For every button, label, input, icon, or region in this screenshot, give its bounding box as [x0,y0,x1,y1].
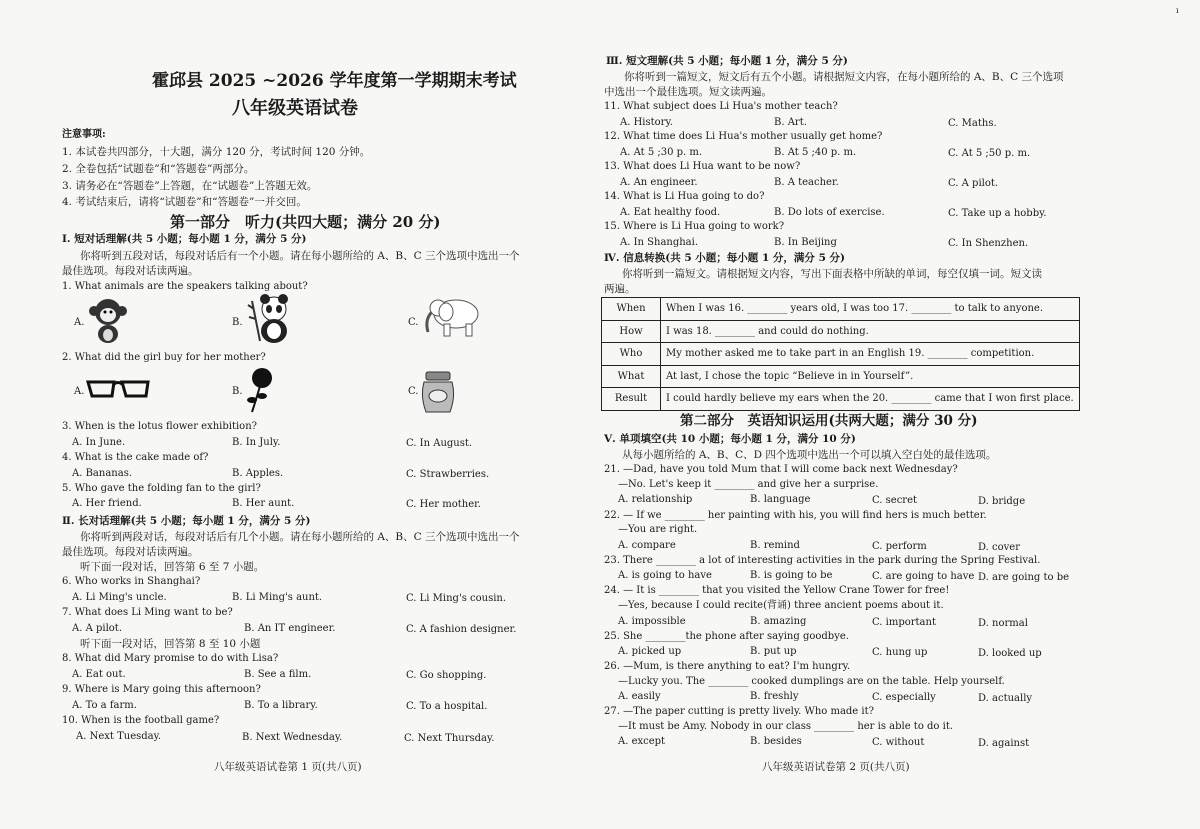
q11-option-c: C. Maths. [948,118,997,129]
table-cell-label: Who [602,343,661,366]
section-1-title: Ⅰ. 短对话理解(共 5 小题；每小题 1 分，满分 5 分) [62,233,307,245]
q8-option-a: A. Eat out. [72,669,126,680]
elephant-icon [420,296,482,341]
section-4-title: Ⅳ. 信息转换(共 5 小题；每小题 1 分，满分 5 分) [604,252,846,264]
q5-option-b: B. Her aunt. [232,498,295,509]
q25-option-b: B. put up [750,646,797,657]
question-15: 15. Where is Li Hua going to work? [604,221,785,232]
q10-option-b: B. Next Wednesday. [242,732,343,743]
q10-option-a: A. Next Tuesday. [76,731,162,742]
table-cell-content: I was 18. ________ and could do nothing. [661,320,1080,343]
q22-option-c: C. perform [872,541,927,552]
question-8: 8. What did Mary promise to do with Lisa? [62,653,279,664]
q14-option-c: C. Take up a hobby. [948,208,1047,219]
q9-option-b: B. To a library. [244,700,318,711]
section-2-title: Ⅱ. 长对话理解(共 5 小题；每小题 1 分，满分 5 分) [62,515,311,527]
q4-option-a: A. Bananas. [72,468,133,479]
honey-jar-icon [420,370,456,419]
q8-option-c: C. Go shopping. [406,670,487,681]
question-22: 22. — If we ________ her painting with his, you will find hers is much better. [604,510,987,521]
q21-option-b: B. language [750,494,811,505]
question-24: 24. — It is ________ that you visited the Yellow Crane Tower for free! [604,585,950,596]
q2-option-a-label: A. [74,386,85,397]
table-row [602,298,1080,321]
note-4: 4. 考试结束后，请将“试题卷”和“答题卷”一并交回。 [62,196,307,208]
notes-title: 注意事项: [62,129,106,140]
part-1-heading: 第一部分 听力(共四大题；满分 20 分) [170,213,441,231]
table-row [602,320,1080,343]
q27-option-b: B. besides [750,736,802,747]
info-table [601,297,1080,411]
q27-option-d: D. against [978,738,1030,749]
note-2: 2. 全卷包括“试题卷”和“答题卷”两部分。 [62,163,255,175]
question-22-reply: —You are right. [618,524,698,535]
q3-option-c: C. In August. [406,438,473,449]
q21-option-a: A. relationship [618,494,693,505]
q1-option-c-label: C. [408,317,419,328]
section-1-instruction: 你将听到五段对话，每段对话后有一个小题。请在每小题所给的 A、B、C 三个选项中选出一个 [80,250,520,262]
question-21: 21. —Dad, have you told Mum that I will come back next Wednesday? [604,464,958,475]
panda-icon [246,293,292,348]
q3-option-b: B. In July. [232,437,281,448]
question-14: 14. What is Li Hua going to do? [604,191,765,202]
q11-option-a: A. History. [620,117,673,128]
section-2-note-1: 听下面一段对话，回答第 6 至 7 小题。 [80,561,265,573]
question-12: 12. What time does Li Hua's mother usually get home? [604,131,883,142]
q12-option-c: C. At 5 ;50 p. m. [948,148,1031,159]
question-2: 2. What did the girl buy for her mother? [62,352,266,363]
q24-option-c: C. important [872,617,936,628]
page-2-footer: 八年级英语试卷第 2 页(共八页) [762,761,910,773]
q26-option-b: B. freshly [750,691,799,702]
question-27-reply: —It must be Amy. Nobody in our class ________ her is able to do it. [618,721,954,732]
question-25: 25. She ________the phone after saying goodbye. [604,631,849,642]
q23-option-b: B. is going to be [750,570,833,581]
section-4-instruction-2: 两遍。 [604,283,636,295]
q5-option-a: A. Her friend. [72,498,142,509]
section-2-instruction-2: 最佳选项。每段对话读两遍。 [62,546,199,558]
question-24-reply: —Yes, because I could recite(背诵) three ancient poems about it. [618,600,944,611]
table-cell-content: I could hardly believe my ears when the 20. ________ came that I won first place. [661,388,1080,411]
table-row [602,365,1080,388]
q24-option-a: A. impossible [618,616,686,627]
q23-option-c: C. are going to have [872,571,975,582]
q23-option-d: D. are going to be [978,572,1070,583]
exam-subtitle: 八年级英语试卷 [232,98,358,119]
q6-option-a: A. Li Ming's uncle. [72,592,167,603]
q15-option-c: C. In Shenzhen. [948,238,1029,249]
q4-option-c: C. Strawberries. [406,469,490,480]
q27-option-a: A. except [618,736,666,747]
table-cell-content: My mother asked me to take part in an English 19. ________ competition. [661,343,1080,366]
q2-option-b-label: B. [232,386,243,397]
q8-option-b: B. See a film. [244,669,312,680]
q21-option-d: D. bridge [978,496,1026,507]
q25-option-a: A. picked up [618,646,682,657]
q13-option-b: B. A teacher. [774,177,839,188]
q22-option-d: D. cover [978,542,1020,553]
section-3-instruction: 你将听到一篇短文，短文后有五个小题。请根据短文内容，在每小题所给的 A、B、C 三个选项 [624,71,1064,83]
q26-option-a: A. easily [618,691,661,702]
note-1: 1. 本试卷共四部分，十大题，满分 120 分，考试时间 120 分钟。 [62,146,371,158]
q22-option-a: A. compare [618,540,676,551]
scan-mark: ı [1176,6,1179,15]
q12-option-b: B. At 5 ;40 p. m. [774,147,857,158]
question-9: 9. Where is Mary going this afternoon? [62,684,261,695]
note-3: 3. 请务必在“答题卷”上答题，在“试题卷”上答题无效。 [62,180,318,192]
section-4-instruction: 你将听到一篇短文。请根据短文内容，写出下面表格中所缺的单词，每空仅填一词。短文读 [622,268,1042,280]
question-7: 7. What does Li Ming want to be? [62,607,233,618]
question-5: 5. Who gave the folding fan to the girl? [62,483,261,494]
section-5-title: Ⅴ. 单项填空(共 10 小题；每小题 1 分，满分 10 分) [604,433,856,445]
table-cell-content: At last, I chose the topic “Believe in in Yourself”. [661,365,1080,388]
q10-option-c: C. Next Thursday. [404,733,495,744]
question-10: 10. When is the football game? [62,715,220,726]
q25-option-d: D. looked up [978,648,1042,659]
exam-title: 霍邱县 2025 ~2026 学年度第一学期期末考试 [152,71,517,91]
question-23: 23. There ________ a lot of interesting activities in the park during the Spring Festival. [604,555,1041,566]
table-row [602,388,1080,411]
q12-option-a: A. At 5 ;30 p. m. [620,147,703,158]
question-3: 3. When is the lotus flower exhibition? [62,421,257,432]
q22-option-b: B. remind [750,540,800,551]
section-2-instruction: 你将听到两段对话，每段对话后有几个小题。请在每小题所给的 A、B、C 三个选项中选出一个 [80,531,520,543]
q15-option-b: B. In Beijing [774,237,837,248]
q26-option-c: C. especially [872,692,936,703]
q24-option-b: B. amazing [750,616,807,627]
q24-option-d: D. normal [978,618,1028,629]
table-cell-content: When I was 16. ________ years old, I was too 17. ________ to talk to anyone. [661,298,1080,321]
q25-option-c: C. hung up [872,647,928,658]
section-3-title: Ⅲ. 短文理解(共 5 小题；每小题 1 分，满分 5 分) [606,55,848,67]
table-cell-label: How [602,320,661,343]
question-26: 26. —Mum, is there anything to eat? I'm hungry. [604,661,851,672]
q23-option-a: A. is going to have [618,570,712,581]
table-cell-label: Result [602,388,661,411]
question-1: 1. What animals are the speakers talking about? [62,281,308,292]
q4-option-b: B. Apples. [232,468,284,479]
q15-option-a: A. In Shanghai. [620,237,699,248]
q6-option-c: C. Li Ming's cousin. [406,593,507,604]
q9-option-a: A. To a farm. [72,700,137,711]
glasses-icon [86,376,152,405]
page-1-footer: 八年级英语试卷第 1 页(共八页) [214,761,362,773]
q21-option-c: C. secret [872,495,918,506]
question-26-reply: —Lucky you. The ________ cooked dumplings are on the table. Help yourself. [618,676,1005,687]
q2-option-c-label: C. [408,386,419,397]
q14-option-b: B. Do lots of exercise. [774,207,885,218]
q1-option-b-label: B. [232,317,243,328]
q11-option-b: B. Art. [774,117,807,128]
q6-option-b: B. Li Ming's aunt. [232,592,323,603]
q14-option-a: A. Eat healthy food. [620,207,721,218]
table-cell-label: When [602,298,661,321]
part-2-heading: 第二部分 英语知识运用(共两大题；满分 30 分) [680,413,978,429]
table-cell-label: What [602,365,661,388]
q5-option-c: C. Her mother. [406,499,481,510]
q26-option-d: D. actually [978,693,1033,704]
q13-option-a: A. An engineer. [620,177,698,188]
q13-option-c: C. A pilot. [948,178,999,189]
q9-option-c: C. To a hospital. [406,701,488,712]
q1-option-a-label: A. [74,317,85,328]
q7-option-c: C. A fashion designer. [406,624,517,635]
q7-option-a: A. A pilot. [72,623,122,634]
question-27: 27. —The paper cutting is pretty lively. Who made it? [604,706,874,717]
section-2-note-2: 听下面一段对话，回答第 8 至 10 小题 [80,638,261,650]
q27-option-c: C. without [872,737,925,748]
table-row [602,343,1080,366]
monkey-icon [86,296,130,347]
section-5-instruction: 从每小题所给的 A、B、C、D 四个选项中选出一个可以填入空白处的最佳选项。 [622,449,997,461]
exam-page-2 [600,0,1200,829]
question-21-reply: —No. Let's keep it ________ and give her a surprise. [618,479,879,490]
question-11: 11. What subject does Li Hua's mother teach? [604,101,838,112]
q3-option-a: A. In June. [72,437,126,448]
flower-icon [244,366,278,417]
question-13: 13. What does Li Hua want to be now? [604,161,801,172]
question-4: 4. What is the cake made of? [62,452,209,463]
question-6: 6. Who works in Shanghai? [62,576,201,587]
section-1-instruction-2: 最佳选项。每段对话读两遍。 [62,265,199,277]
q7-option-b: B. An IT engineer. [244,623,336,634]
section-3-instruction-2: 中选出一个最佳选项。短文读两遍。 [604,86,772,98]
